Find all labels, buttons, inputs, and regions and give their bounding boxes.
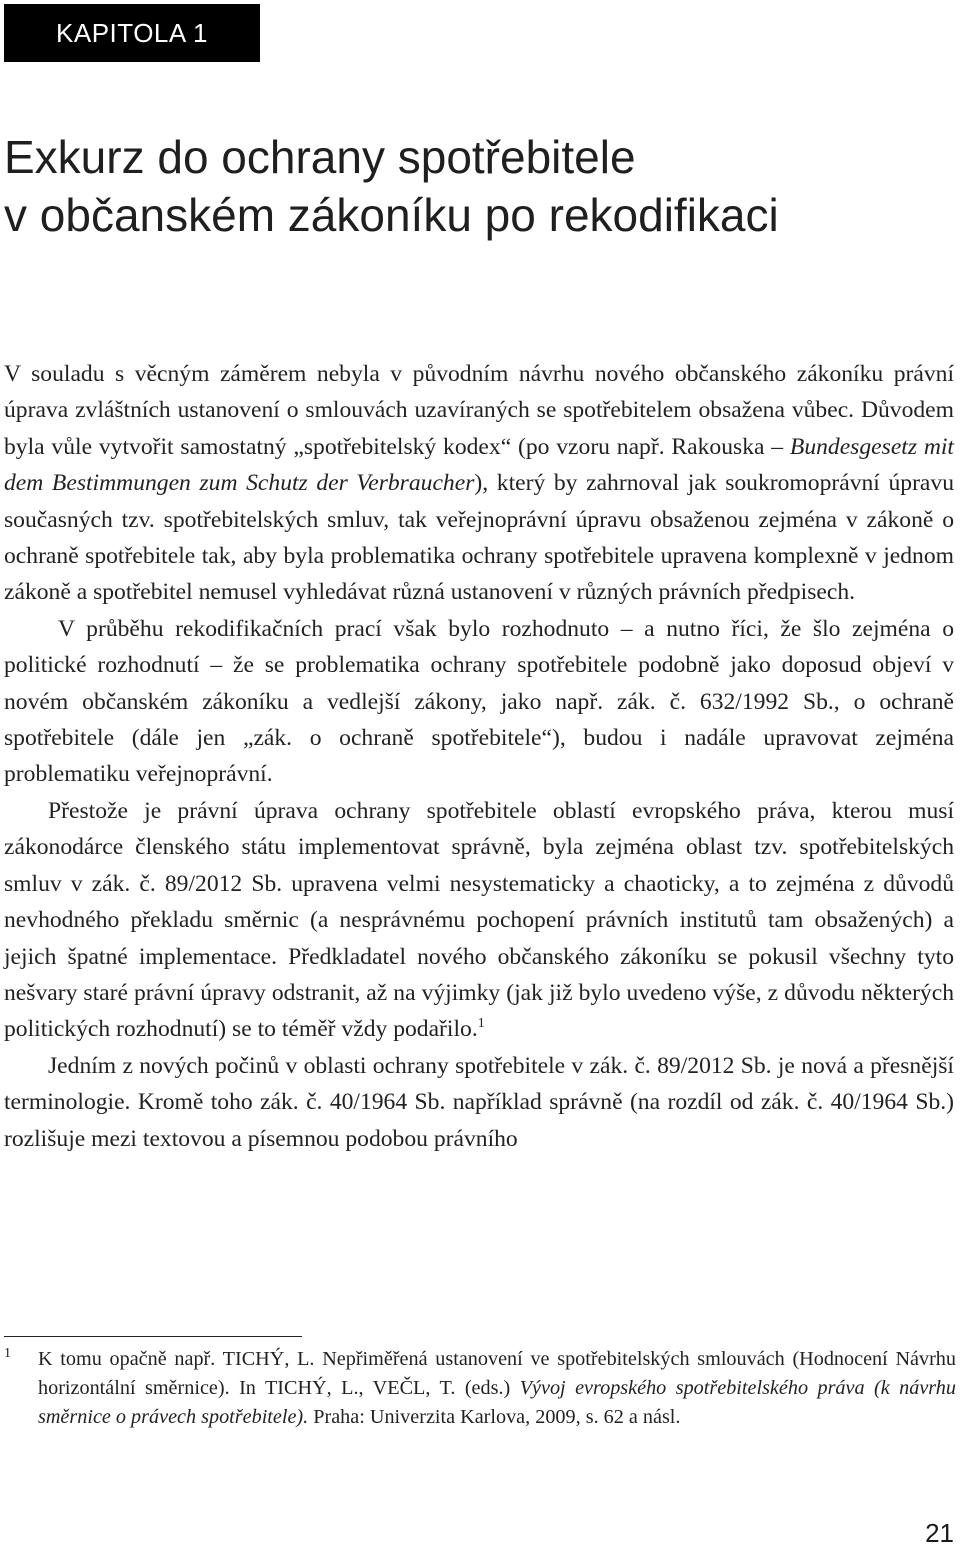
- chapter-title-line-2: v občanském zákoníku po rekodifikaci: [4, 189, 779, 241]
- paragraph-1-text-b: ), který by zahrnoval jak soukromoprávní úpravu současných tzv. spotřebitelských smluv, tak veřejnoprávní úpravu obsaženou zejména v zákoně o ochraně spotřebitele tak, aby byla problematika ochrany spotřebitele upravena komplexně v jednom zákoně a spotřebitel nemusel vyhledávat různá ustanovení v různých právních předpisech.: [4, 470, 954, 606]
- paragraph-3: [4, 793, 954, 1048]
- footnote-text-b: Praha: Univerzita Karlova, 2009, s. 62 a násl.: [308, 1406, 681, 1429]
- footnote-number: 1: [4, 1346, 11, 1361]
- footnote-text-a: K tomu opačně např. TICHÝ, L. Nepřiměřená ustanovení ve spotřebitelských smlouvách (Hodnocení Návrhu horizontální směrnice). In TICHÝ, L., VEČL, T. (eds.): [38, 1348, 956, 1400]
- chapter-title-line-1: Exkurz do ochrany spotřebitele: [4, 131, 636, 183]
- paragraph-3-text: Přestože je právní úprava ochrany spotřebitele oblastí evropského práva, kterou musí zákonodárce členského státu implementovat správně, byla zejména oblast tzv. spotřebitelských smluv v zák. č. 89/2012 Sb. upravena velmi nesystematicky a chaoticky, a to zejména z důvodů nevhodného překladu směrnic (a nesprávnému pochopení právních institutů tam obsažených) a jejich špatné implementace. Předkladatel nového občanského zákoníku se pokusil všechny tyto nešvary staré právní úpravy odstranit, až na výjimky (jak již bylo uvedeno výše, z důvodu některých politických rozhodnutí) se to téměř vždy podařilo.: [4, 797, 954, 1043]
- footnote-italic-title: Vývoj evropského spotřebitelského práva (k návrhu směrnice o právech spotřebitele).: [38, 1377, 956, 1429]
- body-text: [4, 356, 954, 1157]
- footnote-text: [38, 1345, 956, 1433]
- paragraph-1-text-a: V souladu s věcným záměrem nebyla v původním návrhu nového občanského zákoníku právní úprava zvláštních ustanovení o smlouvách uzavíraných se spotřebitelem obsažena vůbec. Důvodem byla vůle vytvořit samostatný „spotřebitelský kodex“ (po vzoru např. Rakouska –: [4, 361, 954, 460]
- paragraph-4: Jedním z nových počinů v oblasti ochrany spotřebitele v zák. č. 89/2012 Sb. je nová a přesnější terminologie. Kromě toho zák. č. 40/1964 Sb. například správně (na rozdíl od zák. č. 40/1964 Sb.) rozlišuje mezi textovou a písemnou podobou právního: [4, 1052, 954, 1152]
- page-number: 21: [925, 1518, 954, 1548]
- paragraph-1: [4, 356, 954, 611]
- footnote: [4, 1345, 956, 1433]
- paragraph-2: V průběhu rekodifikačních prací však bylo rozhodnuto – a nutno říci, že šlo zejména o politické rozhodnutí – že se problematika ochrany spotřebitele podobně jako doposud objeví v novém občanském zákoníku a vedlejší zákony, jako např. zák. č. 632/1992 Sb., o ochraně spotřebitele (dále jen „zák. o ochraně spotřebitele“), budou i nadále upravovat zejména problematiku veřejnoprávní.: [4, 615, 954, 788]
- paragraph-1-italic-law-name: Bundesgesetz mit dem Bestimmungen zum Schutz der Verbraucher: [4, 433, 954, 497]
- chapter-title: [4, 128, 954, 244]
- chapter-label: KAPITOLA 1: [4, 4, 260, 62]
- footnote-reference[interactable]: 1: [477, 1016, 485, 1032]
- footnote-separator: [4, 1336, 302, 1337]
